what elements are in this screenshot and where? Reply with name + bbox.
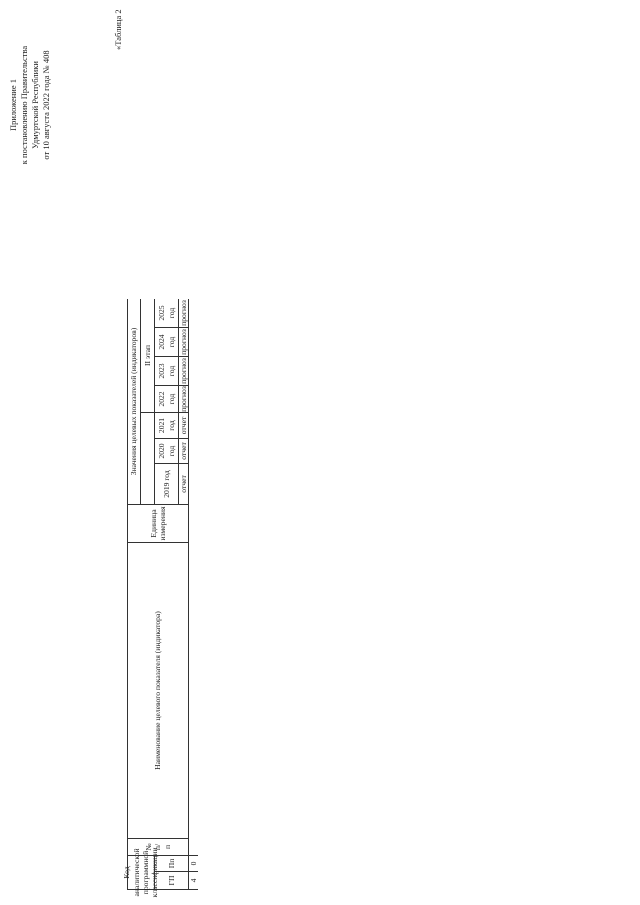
- column-header-spacer: [140, 413, 154, 505]
- appendix-line: Приложение 1: [8, 79, 18, 131]
- appendix-line: от 10 августа 2022 года № 408: [41, 50, 51, 160]
- column-header-year: 2021 год: [154, 413, 178, 439]
- column-header-kind: прогноз: [178, 357, 188, 386]
- column-header-year: 2023 год: [154, 357, 178, 386]
- table-label: «Таблица 2: [113, 9, 123, 50]
- column-header-stage: II этап: [140, 299, 154, 413]
- column-header-gp: ГП: [154, 872, 188, 890]
- column-header-name: Наименование целевого показателя (индикатора): [127, 543, 188, 839]
- column-header-kind: прогноз: [178, 299, 188, 328]
- column-header-values: Значения целевых показателей (индикаторов): [127, 299, 140, 505]
- column-header-year: 2022 год: [154, 386, 178, 413]
- column-header-kind: прогноз: [178, 328, 188, 357]
- column-header-kind: отчет: [178, 439, 188, 464]
- appendix-line: Удмуртской Республики: [30, 61, 40, 149]
- column-header-pp: Пп: [154, 856, 188, 872]
- column-header-year: 2019 год: [154, 464, 178, 505]
- column-header-kind: прогноз: [178, 386, 188, 412]
- column-number-spacer: [188, 299, 198, 856]
- column-header-kind: отчет: [178, 413, 188, 439]
- column-header-year: 2024 год: [154, 328, 178, 357]
- column-header-unit: Единица измерения: [127, 505, 188, 543]
- column-header: Код аналитической программной классификации: [122, 847, 160, 898]
- appendix-line: к постановлению Правительства: [19, 45, 29, 165]
- column-header-number: № п/п: [127, 839, 188, 856]
- column-number: 0: [188, 856, 198, 872]
- column-header-kind: отчет: [178, 464, 188, 505]
- column-header-year: 2025 год: [154, 299, 178, 328]
- column-header-year: 2020 год: [154, 439, 178, 464]
- column-number: 4: [188, 872, 198, 890]
